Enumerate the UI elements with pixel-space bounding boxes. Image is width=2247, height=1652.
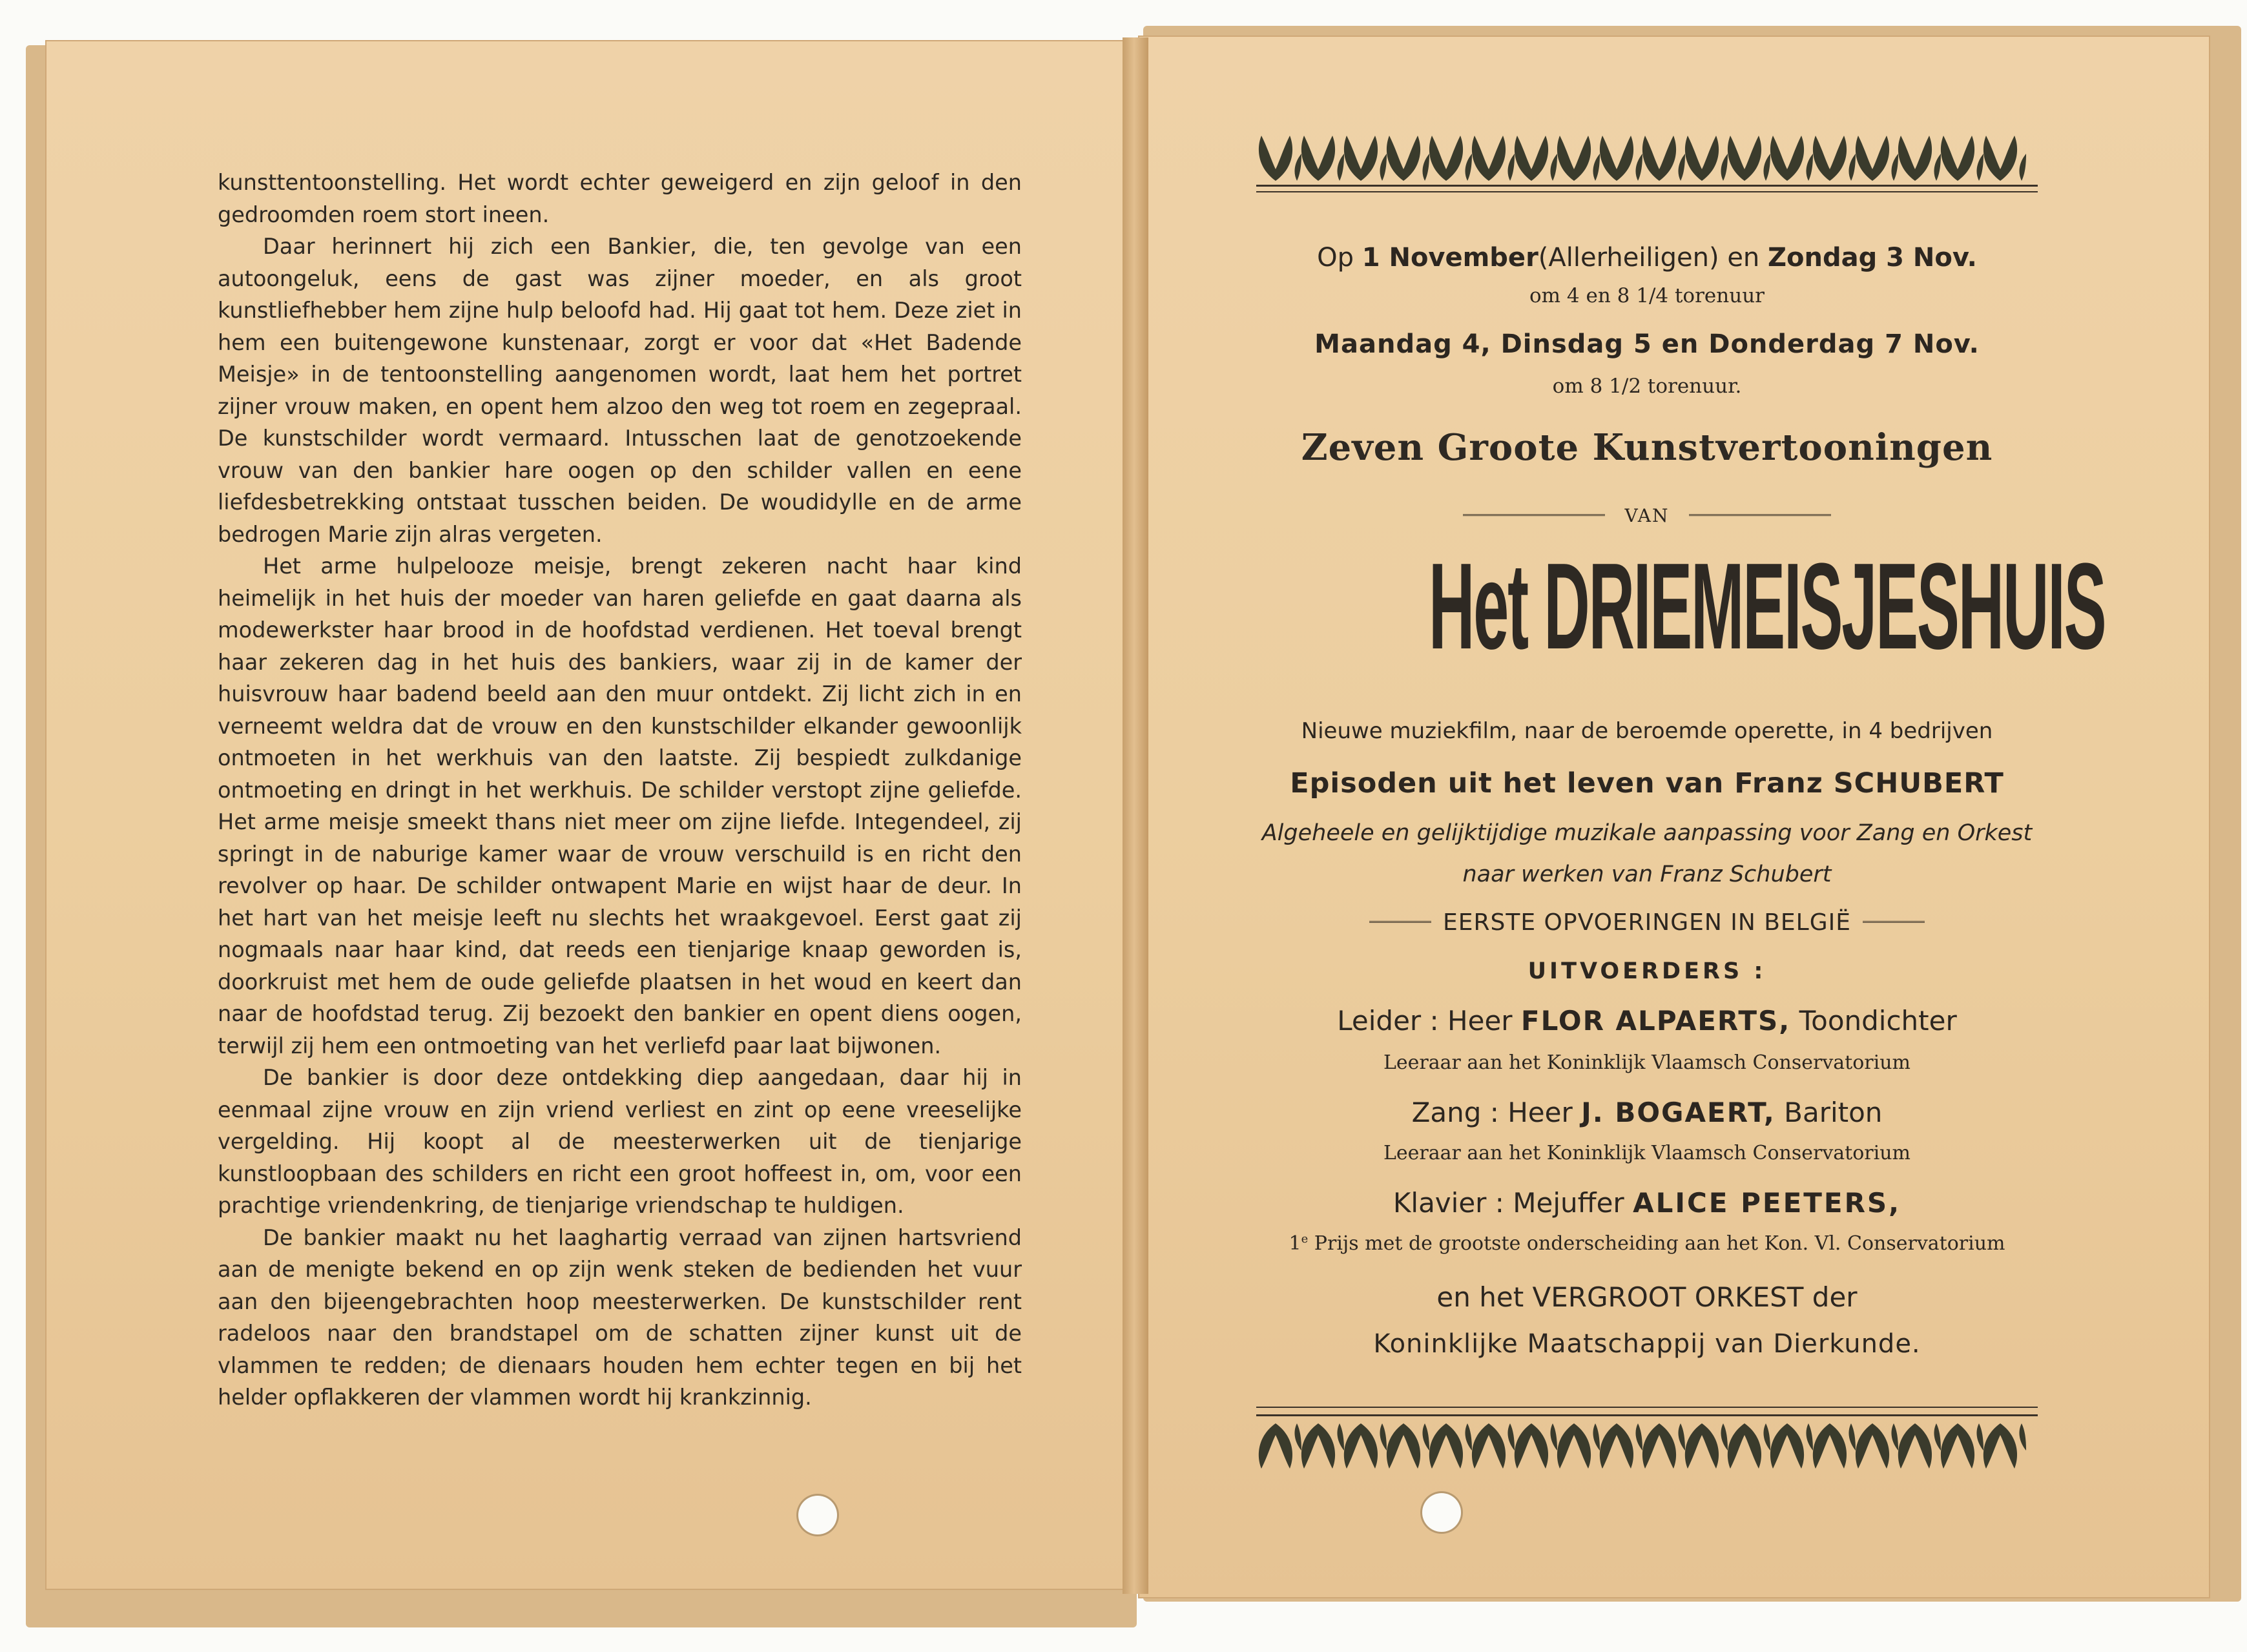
leader-title: Toondichter [1799,1005,1957,1037]
bottom-rule [1256,1414,2038,1416]
dates-line-2: Maandag 4, Dinsdag 5 en Donderdag 7 Nov. [1314,329,1980,359]
leaf-icon [1507,154,1515,181]
leaf-icon [1380,1423,1387,1451]
times-line-2: om 8 1/2 torenuur. [1552,375,1742,398]
leaf-icon [1983,136,2017,181]
text: Op [1317,243,1354,273]
leaf-icon [1898,1423,1932,1469]
leaf-icon [1891,1423,1898,1451]
leaf-icon [1806,154,1813,181]
leaf-icon [1728,136,1761,181]
paragraph: kunsttentoonstelling. Het wordt echter geweigerd en zijn geloof in den gedroomden roem stort ineen. [218,170,1022,227]
leaf-icon [1813,1423,1847,1469]
leaf-icon [1891,154,1898,181]
leaf-icon [1813,136,1847,181]
rule-right [1863,921,1925,927]
leader-name: FLOR ALPAERTS, [1520,1005,1791,1037]
leaf-icon [1472,136,1506,181]
singer-name: J. BOGAERT, [1581,1097,1776,1128]
leaf-icon [1685,136,1719,181]
adaptation-line-2: naar werken van Franz Schubert [1462,862,1832,887]
rule-left [1463,514,1605,520]
van-text: VAN [1624,505,1670,526]
leaf-icon [1983,1423,2017,1469]
leaf-icon [1515,1423,1548,1469]
prize-text: Prijs met de grootste onderscheiding aan het Kon. Vl. Conservatorium [1314,1232,2005,1255]
top-rule-thin [1256,191,2038,192]
leaf-icon [1642,1423,1676,1469]
piano-line [1227,1187,2067,1219]
prize-number: 1 [1289,1232,1301,1255]
leaf-icon [1678,1423,1685,1451]
leaf-icon [1763,154,1770,181]
leaf-icon [1387,1423,1420,1469]
leaf-icon [1380,154,1387,181]
bottom-leaf-ornament [1256,1421,2031,1475]
punch-hole-right [1422,1493,1461,1532]
leaf-icon [1763,1423,1770,1451]
leaf-icon [1429,1423,1463,1469]
singer-line [1227,1097,2067,1128]
leaf-icon [1728,1423,1761,1469]
leaf-icon [1848,1423,1856,1451]
leaf-icon [1770,1423,1804,1469]
leaf-icon [1600,136,1633,181]
leaf-icon [1941,1423,1974,1469]
leaf-icon [1550,154,1557,181]
leaf-icon [1635,1423,1642,1451]
top-leaf-ornament [1256,129,2031,183]
leaf-icon [2019,154,2026,181]
leaf-icon [1941,136,1974,181]
van-line [1227,505,2067,526]
leaf-icon [1301,136,1335,181]
leaf-icon [1848,154,1856,181]
leaf-icon [1898,136,1932,181]
leaf-icon [1301,1423,1335,1469]
leaf-icon [1550,1423,1557,1451]
dates-line-1 [1227,243,2067,273]
premiere-line [1227,909,2067,936]
leaf-icon [1337,1423,1344,1451]
leaf-icon [1856,136,1889,181]
leaf-icon [1337,154,1344,181]
performers-heading: UITVOERDERS : [1527,958,1766,984]
leaf-icon [1806,1423,1813,1451]
leaf-icon [1507,1423,1515,1451]
bottom-rule-thin [1256,1407,2038,1408]
leaf-icon [1259,136,1292,181]
leaf-icon [1515,136,1548,181]
leaf-icon [1465,154,1472,181]
top-rule [1256,185,2038,187]
leaf-icon [1344,1423,1378,1469]
date-1-november: 1 November [1362,243,1538,273]
leaf-icon [1593,154,1600,181]
paragraph: De bankier maakt nu het laaghartig verraad van zijnen hartsvriend aan de menigte bekend en op zijn wenk steken de bedienden het vuur aan den bijeengebrachten hoop meesterwerken. De kunstschilder rent radeloos naar den brandstapel om de schatten zijner kunst uit de vlammen te redden; de dienaars houden hem echter tegen en bij het helder opflakkeren der vlammen wordt hij krankzinnig. [218,1224,1022,1410]
leaf-icon [1472,1423,1506,1469]
leaf-icon [1856,1423,1889,1469]
leaf-icon [1429,136,1463,181]
leaf-icon [1593,1423,1600,1451]
role: Zang : Heer [1411,1097,1573,1128]
paragraph: De bankier is door deze ontdekking diep aangedaan, daar hij in eenmaal zijne vrouw en zijn vriend verliest en zint op eene vreeselijke vergelding. Hij koopt al de meesterwerken uit de tienjarige kunstloopbaan des schilders en richt een groot hoffeest in, om, voor een prachtige vriendenkring, de tienjarige vriendschap te huldigen. [218,1065,1022,1218]
leaf-icon [1976,154,1983,181]
leaf-icon [1422,154,1429,181]
times-line-1: om 4 en 8 1/4 torenuur [1529,284,1765,307]
film-title: Het DRIEMEISJESHUIS [1429,538,2106,675]
singer-note: Leeraar aan het Koninklijk Vlaamsch Conservatorium [1383,1142,1911,1164]
orchestra-line-2: Koninklijke Maatschappij van Dierkunde. [1373,1329,1921,1359]
leaf-icon [1259,1423,1292,1469]
leaf-icon [1721,154,1728,181]
punch-hole-left [798,1496,837,1534]
role: Leider : Heer [1337,1005,1513,1037]
leaf-icon [1422,1423,1429,1451]
piano-name: ALICE PEETERS, [1633,1187,1901,1219]
leaf-icon [1465,1423,1472,1451]
leaf-icon [2019,1423,2026,1451]
leaf-icon [1770,136,1804,181]
rule-left [1369,921,1431,927]
leaf-icon [1721,1423,1728,1451]
premiere-text: EERSTE OPVOERINGEN IN BELGIË [1443,909,1851,936]
date-zondag: Zondag 3 Nov. [1768,243,1977,273]
leaf-icon [1387,136,1420,181]
left-page-text [218,167,1022,1414]
text: (Allerheiligen) en [1538,243,1760,273]
adaptation-line-1: Algeheele en gelijktijdige muzikale aanpassing voor Zang en Orkest [1261,820,2033,846]
piano-note [1227,1232,2067,1255]
leaf-icon [1934,154,1941,181]
leaf-icon [1557,136,1591,181]
leader-note: Leeraar aan het Koninklijk Vlaamsch Conservatorium [1383,1051,1911,1074]
leaf-icon [1600,1423,1633,1469]
leaf-icon [1642,136,1676,181]
leaf-icon [1294,1423,1301,1451]
paragraph: Daar herinnert hij zich een Bankier, die, ten gevolge van een autoongeluk, eens de gast was zijner moeder, en als groot kunstliefhebber hem zijne hulp beloofd had. Hij gaat tot hem. Deze ziet in hem een buitengewone kunstenaar, zorgt er voor dat «Het Badende Meisje» in de tentoonstelling aangenomen wordt, laat hem het portret zijner vrouw maken, en opent hem alzoo den weg tot roem en zegepraal. De kunstschilder wordt vermaard. Intusschen laat de genotzoekende vrouw van den bankier hare oogen op den schilder vallen en eene liefdesbetrekking ontstaat tusschen beiden. De woudidylle en de arme bedrogen Marie zijn alras vergeten. [218,234,1022,547]
orchestra-line-1: en het VERGROOT ORKEST der [1436,1281,1858,1313]
leaf-icon [1685,1423,1719,1469]
leaf-icon [1344,136,1378,181]
leader-line [1227,1005,2067,1037]
subtitle: Nieuwe muziekfilm, naar de beroemde operette, in 4 bedrijven [1301,718,1993,744]
leaf-icon [1294,154,1301,181]
leaf-icon [1976,1423,1983,1451]
paragraph: Het arme hulpelooze meisje, brengt zekeren nacht haar kind heimelijk in het huis der moeder van haren geliefde en gaat daarna als modewerkster haar brood in de hoofdstad verdienen. Het toeval brengt haar zekeren dag in het huis des bankiers, waar zij in de kamer der huisvrouw haar badend beeld aan den muur ontdekt. Zij licht zich in en verneemt weldra dat de vrouw en den kunstschilder elkander gewoonlijk ontmoeten in het werkhuis van den laatste. Zij bespiedt zulkdanige ontmoeting en dringt in het werkhuis. De schilder verstopt zijne geliefde. Het arme meisje smeekt thans niet meer om zijne liefde. Integendeel, zij springt in de naburige kamer waar de vrouw verschuild is en richt den revolver op haar. De schilder ontwapent Marie en wijst haar de deur. In het hart van het meisje leeft nu slechts het wraakgevoel. Eerst gaat zij nogmaals naar haar kind, dat reeds een tienjarige knaap geworden is, doorkruist met hem de oude geliefde plaatsen in het woud en keert dan naar de hoofdstad terug. Zij bezoekt den bankier en opent diens oogen, terwijl zij hem een ontmoeting van het verliefd paar laat bijwonen. [218,553,1022,1058]
leaf-icon [1678,154,1685,181]
heading-kunstvertooningen: Zeven Groote Kunstvertooningen [1301,426,1993,469]
superscript: e [1301,1232,1309,1246]
singer-title: Bariton [1784,1097,1883,1128]
role: Klavier : Mejuffer [1393,1187,1624,1219]
episodes-line: Episoden uit het leven van Franz SCHUBERT [1290,767,2004,800]
leaf-icon [1635,154,1642,181]
leaf-icon [1557,1423,1591,1469]
spine [1123,37,1148,1594]
leaf-icon [1934,1423,1941,1451]
rule-right [1689,514,1831,520]
